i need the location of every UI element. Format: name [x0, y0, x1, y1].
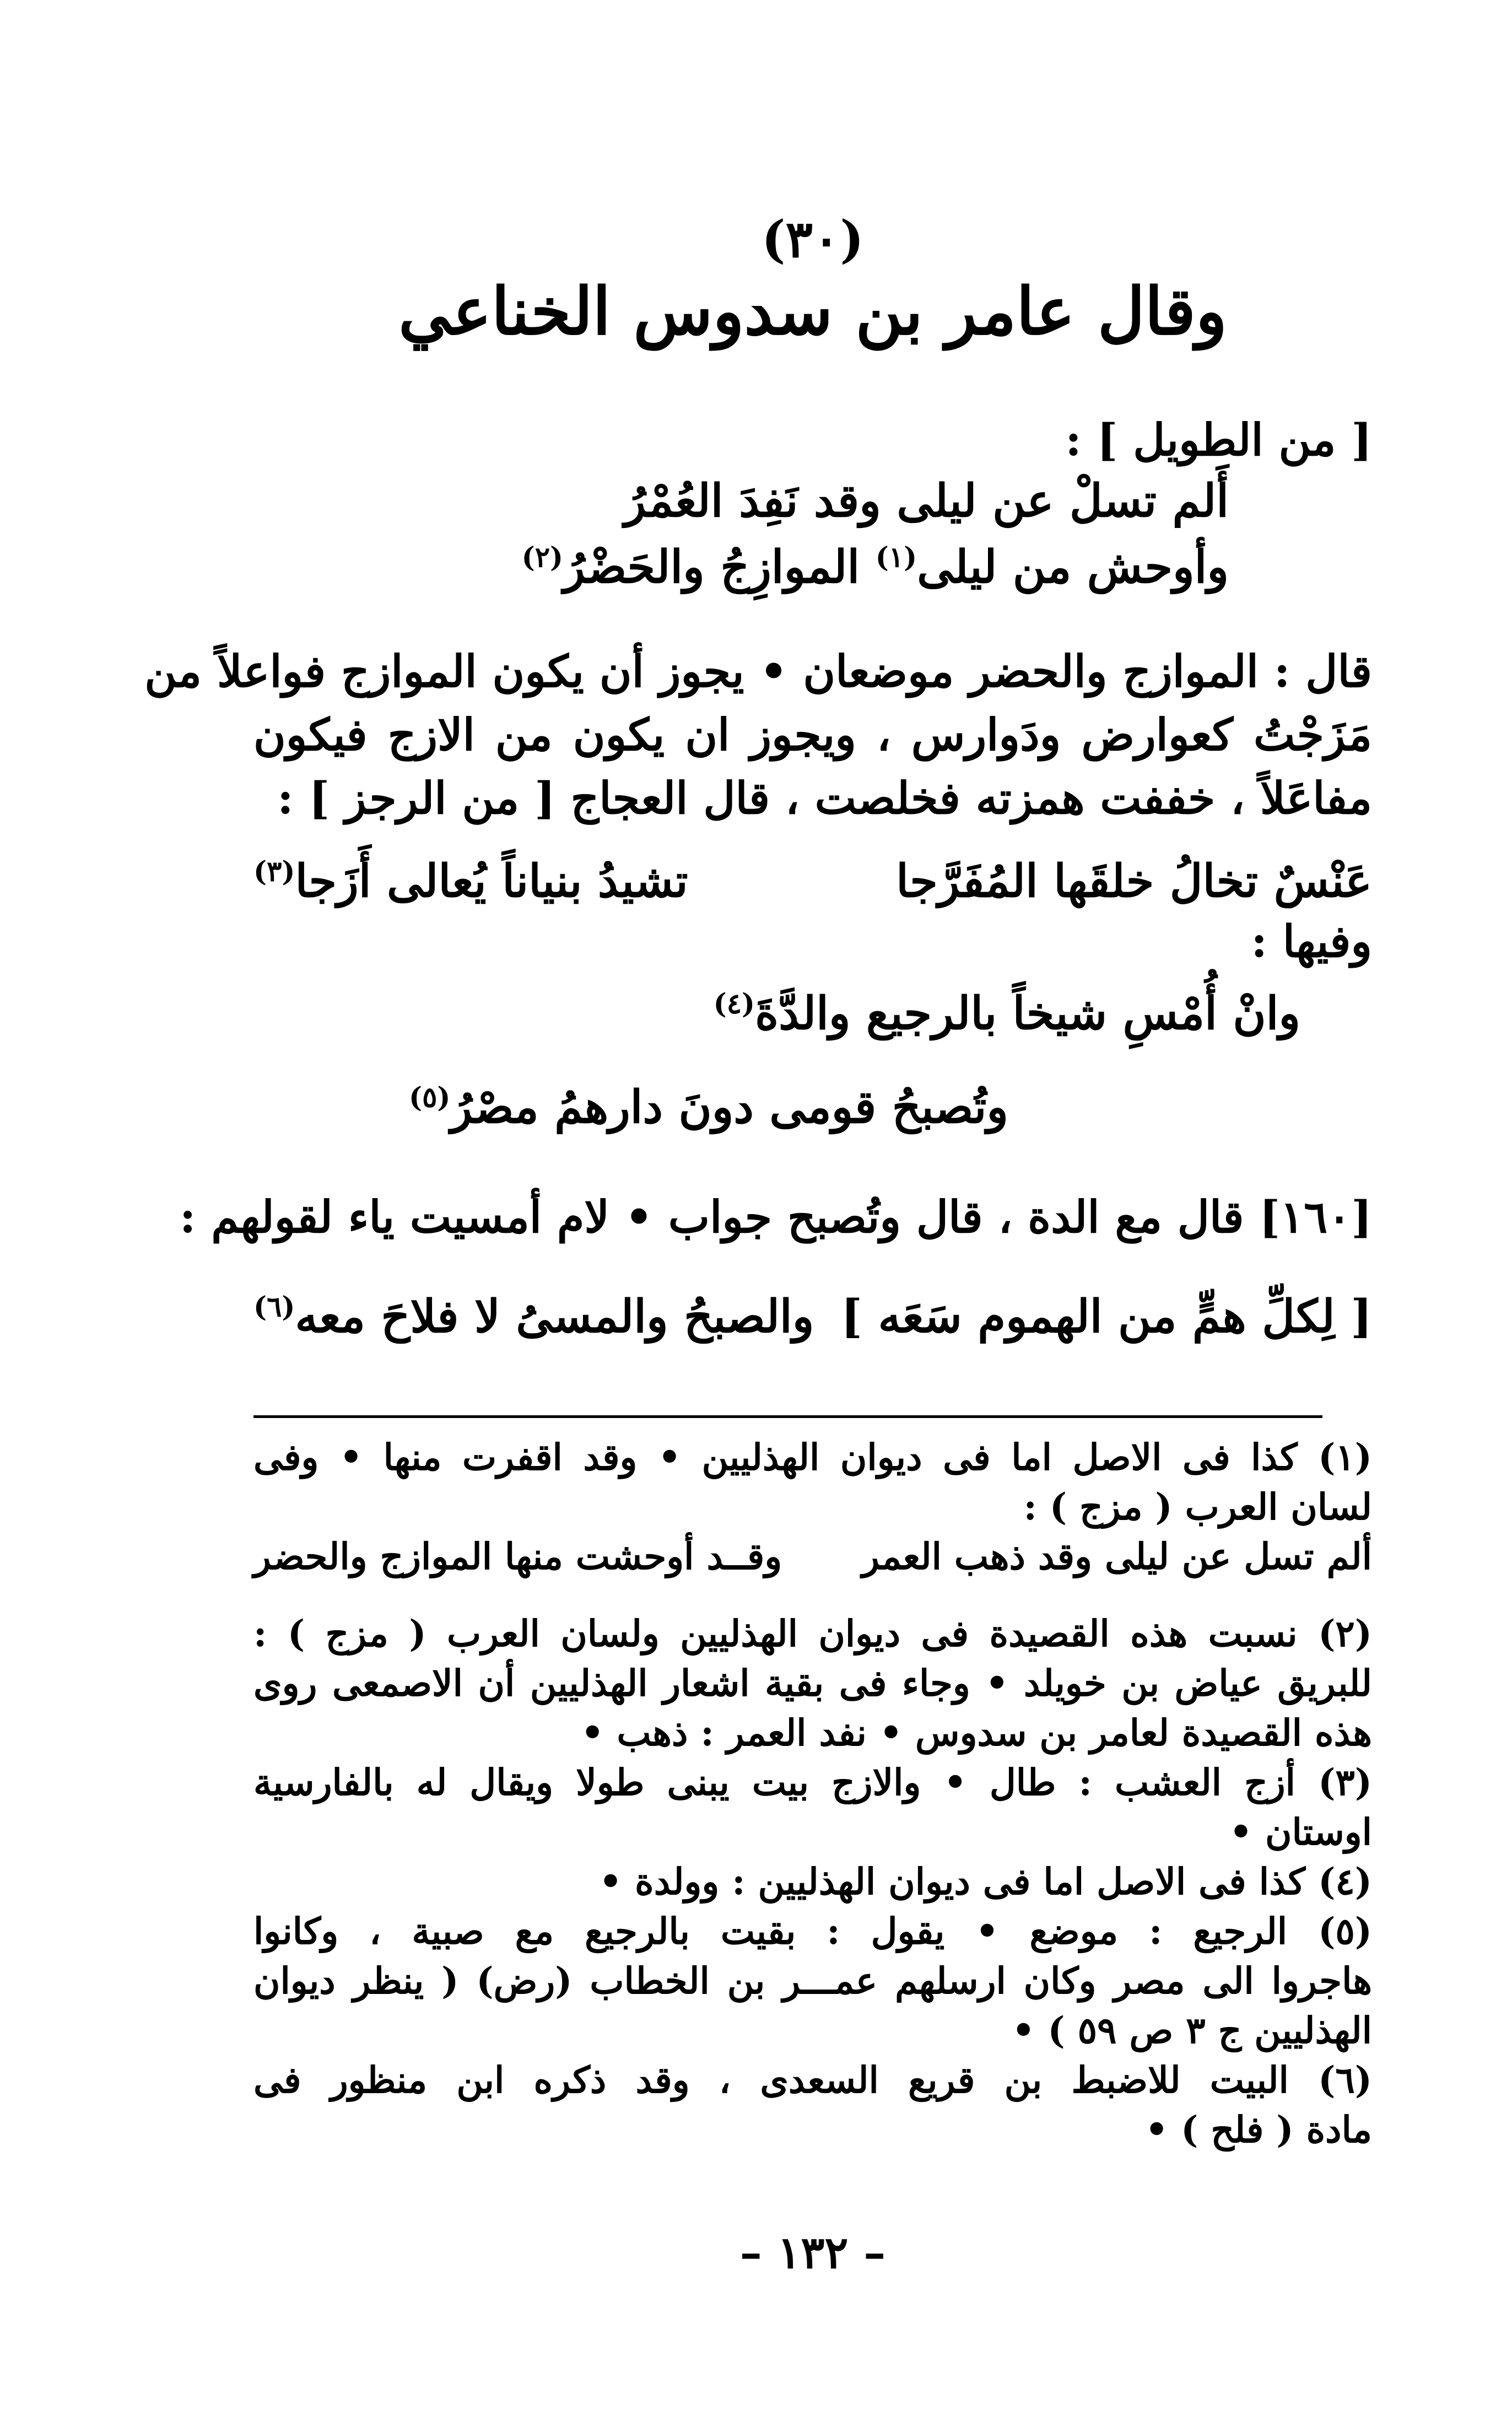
footnote-5-line-3: الهذليين ج ٣ ص ٥٩ ) •: [1012, 2009, 1372, 2052]
commentary-line-2: مَزَجْتُ كعوارض ودَوارس ، ويجوز ان يكون من الازج فيكون: [253, 709, 1372, 761]
proverb-second-hemistich: [253, 1290, 814, 1344]
rajaz-after-label: وفيها :: [1251, 915, 1372, 967]
footnote-marker-2: (٢): [521, 540, 564, 574]
footnote-1-line-2: لسان العرب ( مزج ) :: [1023, 1485, 1372, 1528]
verse-1-first-hemistich: أَلم تسلْ عن ليلى وقد نَفِدَ العُمْرُ: [624, 475, 1229, 527]
commentary-line-1: قال : الموازج والحضر موضعان • يجوز أن يكون الموازج فواعلاً من: [144, 645, 1372, 697]
footnote-1-line-1: (١) كذا فى الاصل اما فى ديوان الهذليين • وقد اقفرت منها • وفى: [253, 1436, 1372, 1479]
footnote-1-line-3-first: ألم تسل عن ليلى وقد ذهب العمر: [862, 1535, 1372, 1578]
footnote-2-line-1: (٢) نسبت هذه القصيدة فى ديوان الهذليين ولسان العرب ( مزج ) :: [253, 1612, 1372, 1655]
page-number: – ١٣٢ –: [739, 2227, 886, 2278]
footnote-5-line-1: (٥) الرجيع : موضع • يقول : بقيت بالرجيع مع صبية ، وكانوا: [253, 1910, 1372, 1953]
footnote-1-line-3-second: وقــد أوحشت منها الموازج والحضر: [253, 1535, 782, 1578]
footnote-5-line-2: هاجروا الى مصر وكان ارسلهم عمـــر بن الخطاب (رض) ( ينظر ديوان: [253, 1959, 1372, 2002]
footnote-marker-3: (٣): [253, 854, 295, 888]
footnote-2-line-3: هذه القصيدة لعامر بن سدوس • نفد العمر : ذهب •: [581, 1711, 1372, 1754]
footnote-6-line-2: مادة ( فلح ) •: [1145, 2108, 1372, 2151]
footnote-6-line-1: (٦) البيت للاضبط بن قريع السعدى ، وقد ذكره ابن منظور فى: [253, 2058, 1372, 2101]
footnote-3-line-2: اوستان •: [1229, 1810, 1372, 1853]
rajaz-first-hemistich: عَنْسٌ تخالُ خلقَها المُفَرَّجا: [896, 855, 1372, 908]
footnote-2-line-2: للبريق عياض بن خويلد • وجاء فى بقية اشعار الهذليين أن الاصمعى روى: [253, 1662, 1372, 1705]
verse-1-second-hemistich-end: الموازِجُ والحَضْرُ: [563, 541, 860, 594]
book-page: [144, 209, 1372, 2359]
rajaz-second-hemistich-text: تشيدُ بنياناً يُعالى أَزَجا: [295, 855, 688, 908]
verse-1-second-hemistich: [522, 540, 1229, 594]
verse-1-second-hemistich-start: وأوحش من ليلى: [917, 541, 1229, 594]
footnote-marker-5: (٥): [409, 1080, 451, 1114]
meter-note: [ من الطويل ] :: [1065, 414, 1372, 466]
rajaz-second-hemistich: [253, 854, 688, 908]
footnote-4-line-1: (٤) كذا فى الاصل اما فى ديوان الهذليين : وولدة •: [599, 1860, 1372, 1903]
verse-3: [409, 1080, 1008, 1134]
poem-title: وقال عامر بن سدوس الخناعي: [398, 273, 1227, 349]
poem-number: (٣٠): [762, 209, 864, 269]
footnote-marker-4: (٤): [713, 987, 755, 1020]
verse-2-text: وانْ أُمْسِ شيخاً بالرجيع والدَّةَ: [755, 987, 1300, 1040]
proverb-second-hemistich-text: والصبحُ والمسىُ لا فلاحَ معه: [295, 1290, 814, 1343]
footnote-marker-6: (٦): [253, 1290, 295, 1323]
footnote-separator: [253, 1415, 1322, 1418]
commentary-line-3: مفاعَلاً ، خففت همزته فخلصت ، قال العجاج [ من الرجز ] :: [277, 772, 1372, 824]
verse-3-text: وتُصبحُ قومى دونَ دارهمُ مصْرُ: [450, 1081, 1008, 1134]
footnote-marker-1: (١): [875, 540, 917, 574]
proverb-first-hemistich: [ لِكلِّ همٍّ من الهموم سَعَه ]: [841, 1290, 1372, 1343]
footnote-3-line-1: (٣) أزج العشب : طال • والازج بيت يبنى طولا ويقال له بالفارسية: [253, 1761, 1372, 1804]
verse-2: [714, 987, 1300, 1041]
commentary2-line-1: [١٦٠] قال مع الدة ، قال وتُصبح جواب • لام أمسيت ياء لقولهم :: [179, 1191, 1372, 1243]
